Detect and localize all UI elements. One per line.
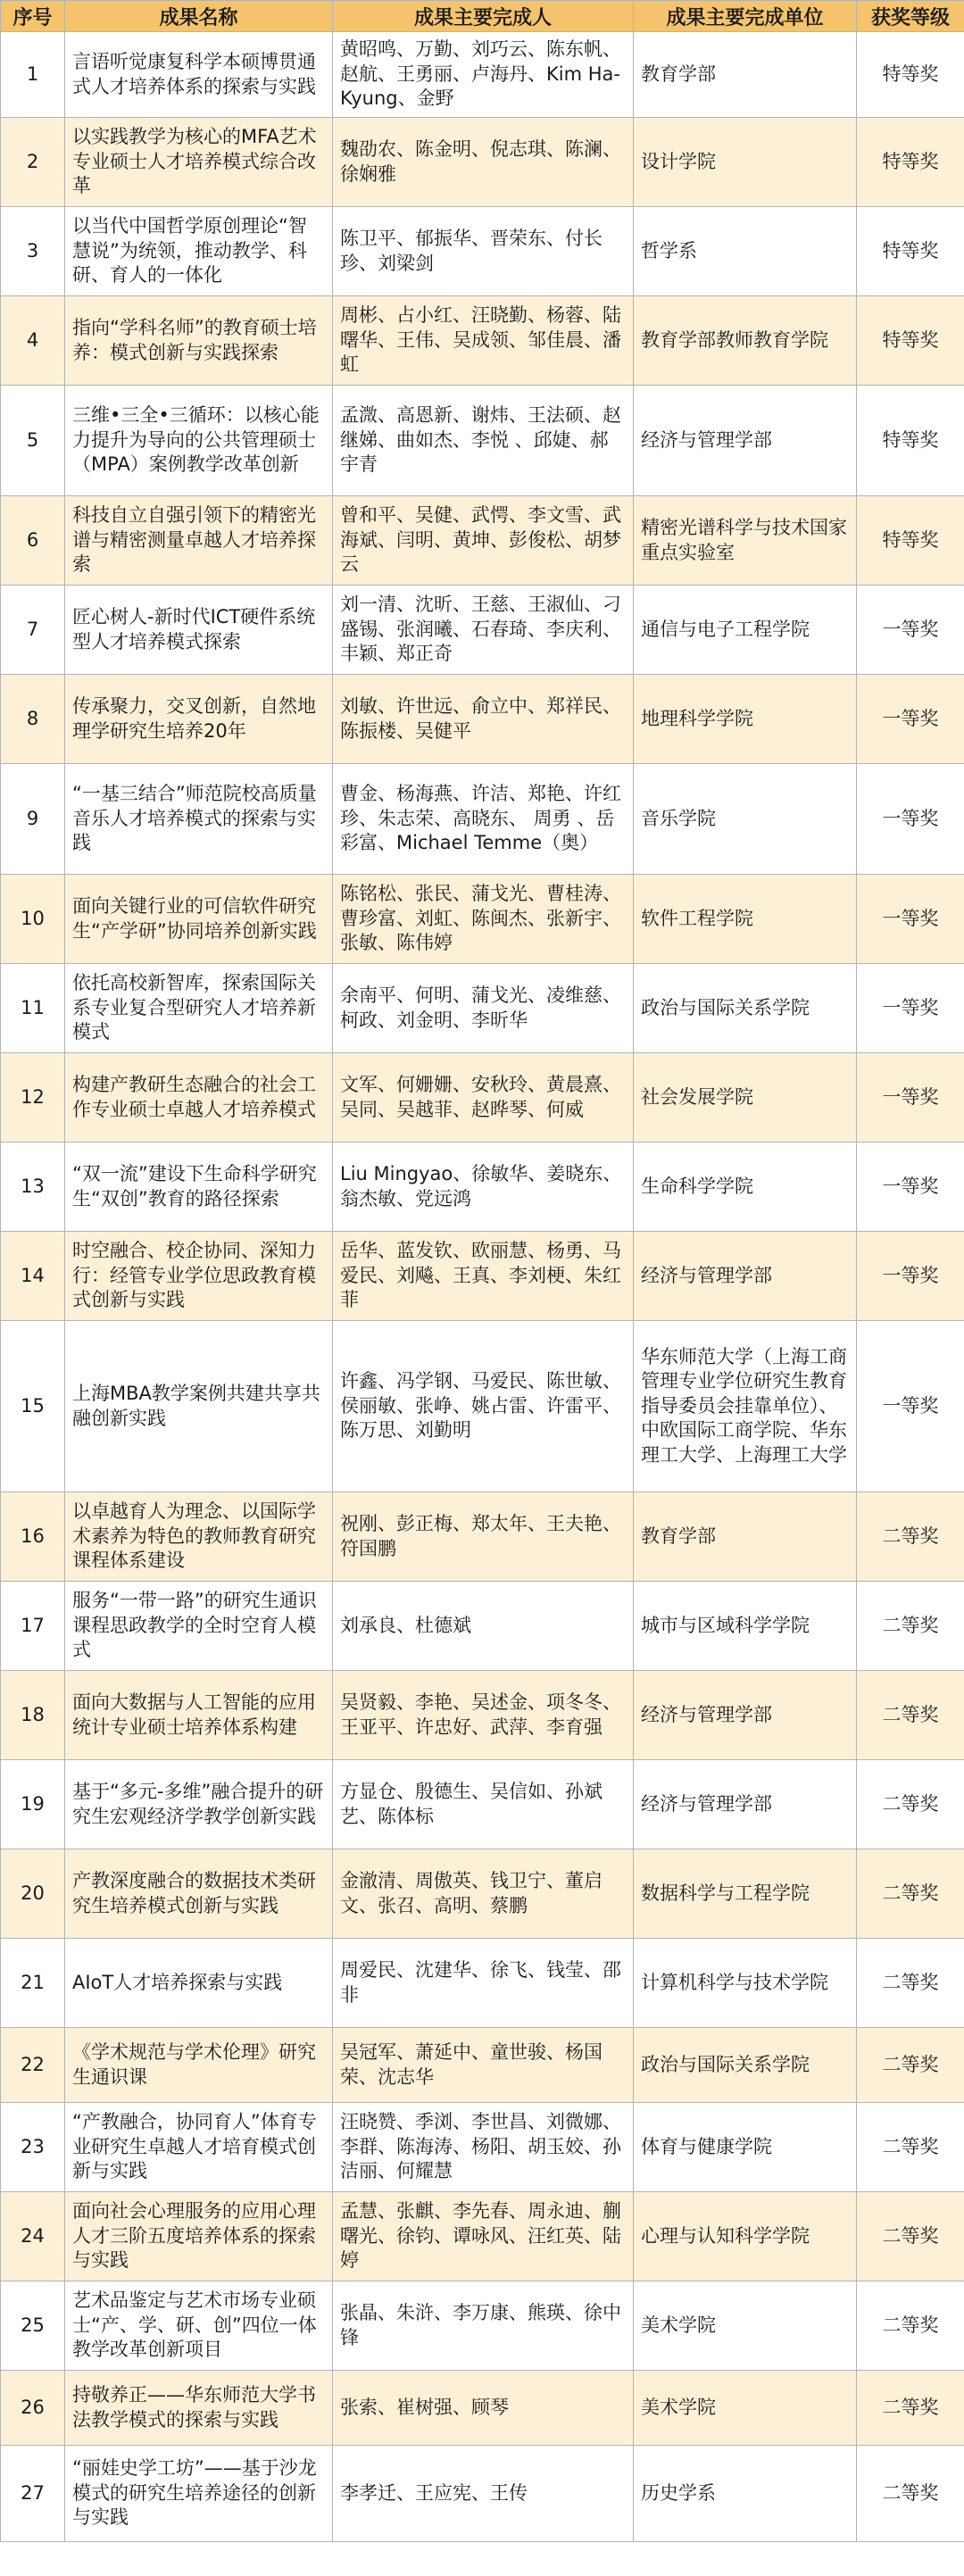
cell-no: 7 [1, 586, 65, 675]
cell-unit: 美术学院 [634, 2371, 857, 2446]
cell-unit: 通信与电子工程学院 [634, 586, 857, 675]
table-row [1, 1053, 964, 1143]
cell-people: 孟慧、张麒、李先春、周永迪、蒯曙光、徐钧、谭咏风、汪红英、陆婷 [333, 2192, 634, 2281]
cell-no: 23 [1, 2103, 65, 2192]
cell-unit: 计算机科学与技术学院 [634, 1939, 857, 2028]
cell-unit: 社会发展学院 [634, 1053, 857, 1143]
cell-no: 20 [1, 1849, 65, 1939]
header-row [1, 1, 964, 32]
table-row [1, 1143, 964, 1232]
cell-name: 构建产教研生态融合的社会工作专业硕士卓越人才培养模式 [65, 1053, 333, 1143]
cell-name: 指向“学科名师”的教育硕士培养：模式创新与实践探索 [65, 296, 333, 386]
cell-award: 一等奖 [857, 1321, 964, 1492]
cell-no: 8 [1, 675, 65, 764]
cell-no: 24 [1, 2192, 65, 2281]
table-row [1, 2371, 964, 2446]
cell-name: 言语听觉康复科学本硕博贯通式人才培养体系的探索与实践 [65, 32, 333, 118]
cell-unit: 城市与区域科学学院 [634, 1582, 857, 1671]
cell-people: 曹金、杨海燕、许洁、郑艳、许红珍、朱志荣、高晓东、 周勇 、岳彩富、Michael Temme（奥） [333, 764, 634, 875]
cell-award: 二等奖 [857, 1492, 964, 1582]
cell-no: 1 [1, 32, 65, 118]
cell-unit: 生命科学学院 [634, 1143, 857, 1232]
cell-award: 二等奖 [857, 2028, 964, 2103]
cell-unit: 设计学院 [634, 118, 857, 207]
cell-unit: 心理与认知科学学院 [634, 2192, 857, 2281]
cell-people: 陈卫平、郁振华、晋荣东、付长珍、刘梁剑 [333, 207, 634, 296]
cell-award: 二等奖 [857, 2281, 964, 2371]
cell-unit: 经济与管理学部 [634, 1760, 857, 1849]
cell-name: 三维•三全•三循环：以核心能力提升为导向的公共管理硕士（MPA）案例教学改革创新 [65, 386, 333, 496]
table-row [1, 2446, 964, 2542]
cell-name: “双一流”建设下生命科学研究生“双创”教育的路径探索 [65, 1143, 333, 1232]
table-row [1, 1582, 964, 1671]
cell-award: 二等奖 [857, 2103, 964, 2192]
cell-people: 李孝迁、王应宪、王传 [333, 2446, 634, 2542]
cell-people: 刘敏、许世远、俞立中、郑祥民、陈振楼、吴健平 [333, 675, 634, 764]
cell-unit: 政治与国际关系学院 [634, 2028, 857, 2103]
table-row [1, 1492, 964, 1582]
cell-unit: 体育与健康学院 [634, 2103, 857, 2192]
table-row [1, 2281, 964, 2371]
cell-no: 5 [1, 386, 65, 496]
header-people: 成果主要完成人 [333, 1, 634, 32]
cell-no: 25 [1, 2281, 65, 2371]
cell-unit: 华东师范大学（上海工商管理专业学位研究生教育指导委员会挂靠单位）、中欧国际工商学院、华东理工大学、上海理工大学 [634, 1321, 857, 1492]
cell-name: 以实践教学为核心的MFA艺术专业硕士人才培养模式综合改革 [65, 118, 333, 207]
cell-no: 26 [1, 2371, 65, 2446]
cell-no: 11 [1, 964, 65, 1053]
table-row [1, 296, 964, 386]
cell-award: 一等奖 [857, 1232, 964, 1321]
cell-unit: 地理科学学院 [634, 675, 857, 764]
cell-name: 艺术品鉴定与艺术市场专业硕士“产、学、研、创”四位一体教学改革创新项目 [65, 2281, 333, 2371]
cell-name: 面向关键行业的可信软件研究生“产学研”协同培养创新实践 [65, 875, 333, 964]
cell-award: 特等奖 [857, 32, 964, 118]
cell-people: 余南平、何明、蒲戈光、凌维慈、柯政、刘金明、李昕华 [333, 964, 634, 1053]
cell-people: 吴贤毅、李艳、吴述金、项冬冬、王亚平、许忠好、武萍、李育强 [333, 1671, 634, 1760]
cell-award: 一等奖 [857, 764, 964, 875]
cell-name: “丽娃史学工坊”——基于沙龙模式的研究生培养途径的创新与实践 [65, 2446, 333, 2542]
header-award: 获奖等级 [857, 1, 964, 32]
cell-unit: 教育学部 [634, 1492, 857, 1582]
cell-people: 周爱民、沈建华、徐飞、钱莹、邵非 [333, 1939, 634, 2028]
cell-name: 依托高校新智库，探索国际关系专业复合型研究人才培养新模式 [65, 964, 333, 1053]
cell-award: 二等奖 [857, 1939, 964, 2028]
header-unit: 成果主要完成单位 [634, 1, 857, 32]
cell-no: 22 [1, 2028, 65, 2103]
cell-award: 二等奖 [857, 2371, 964, 2446]
cell-people: 张索、崔树强、顾琴 [333, 2371, 634, 2446]
cell-no: 6 [1, 496, 65, 586]
table-body [1, 32, 964, 2542]
cell-no: 19 [1, 1760, 65, 1849]
cell-unit: 软件工程学院 [634, 875, 857, 964]
cell-name: 面向大数据与人工智能的应用统计专业硕士培养体系构建 [65, 1671, 333, 1760]
cell-award: 一等奖 [857, 586, 964, 675]
cell-people: 黄昭鸣、万勤、刘巧云、陈东帆、赵航、王勇丽、卢海丹、Kim Ha-Kyung、金野 [333, 32, 634, 118]
table-row [1, 1760, 964, 1849]
table-row [1, 1939, 964, 2028]
table-row [1, 1849, 964, 1939]
cell-people: 刘承良、杜德斌 [333, 1582, 634, 1671]
cell-award: 二等奖 [857, 1582, 964, 1671]
cell-people: 金澈清、周傲英、钱卫宁、董启文、张召、高明、蔡鹏 [333, 1849, 634, 1939]
table-row [1, 964, 964, 1053]
cell-name: 匠心树人-新时代ICT硬件系统型人才培养模式探索 [65, 586, 333, 675]
table-row [1, 2192, 964, 2281]
cell-award: 一等奖 [857, 1053, 964, 1143]
cell-name: 以当代中国哲学原创理论“智慧说”为统领，推动教学、科研、育人的一体化 [65, 207, 333, 296]
cell-award: 特等奖 [857, 386, 964, 496]
cell-no: 14 [1, 1232, 65, 1321]
table-row [1, 1671, 964, 1760]
cell-people: 魏劭农、陈金明、倪志琪、陈澜、徐娴雅 [333, 118, 634, 207]
cell-unit: 数据科学与工程学院 [634, 1849, 857, 1939]
cell-no: 9 [1, 764, 65, 875]
cell-unit: 经济与管理学部 [634, 1232, 857, 1321]
cell-unit: 哲学系 [634, 207, 857, 296]
cell-name: 服务“一带一路”的研究生通识课程思政教学的全时空育人模式 [65, 1582, 333, 1671]
header-no: 序号 [1, 1, 65, 32]
cell-award: 二等奖 [857, 1760, 964, 1849]
cell-people: 祝刚、彭正梅、郑太年、王夫艳、符国鹏 [333, 1492, 634, 1582]
cell-unit: 经济与管理学部 [634, 1671, 857, 1760]
cell-no: 17 [1, 1582, 65, 1671]
cell-award: 二等奖 [857, 1849, 964, 1939]
cell-no: 27 [1, 2446, 65, 2542]
table-row [1, 32, 964, 118]
cell-name: 《学术规范与学术伦理》研究生通识课 [65, 2028, 333, 2103]
cell-award: 二等奖 [857, 2446, 964, 2542]
cell-people: 曾和平、吴健、武愕、李文雪、武海斌、闫明、黄坤、彭俊松、胡梦云 [333, 496, 634, 586]
cell-name: 科技自立自强引领下的精密光谱与精密测量卓越人才培养探索 [65, 496, 333, 586]
cell-people: 刘一清、沈昕、王慈、王淑仙、刁盛锡、张润曦、石春琦、李庆利、丰颖、郑正奇 [333, 586, 634, 675]
cell-award: 一等奖 [857, 964, 964, 1053]
table-row [1, 764, 964, 875]
cell-people: 方显仓、殷德生、吴信如、孙斌艺、陈体标 [333, 1760, 634, 1849]
cell-no: 2 [1, 118, 65, 207]
cell-unit: 精密光谱科学与技术国家重点实验室 [634, 496, 857, 586]
cell-award: 二等奖 [857, 2192, 964, 2281]
cell-people: 汪晓赞、季浏、李世昌、刘微娜、李群、陈海涛、杨阳、胡玉姣、孙洁丽、何耀慧 [333, 2103, 634, 2192]
cell-people: 张晶、朱浒、李万康、熊瑛、徐中锋 [333, 2281, 634, 2371]
cell-people: 文军、何姗姗、安秋玲、黄晨熹、吴同、吴越菲、赵晔琴、何威 [333, 1053, 634, 1143]
cell-award: 一等奖 [857, 875, 964, 964]
table-row [1, 675, 964, 764]
cell-unit: 美术学院 [634, 2281, 857, 2371]
cell-no: 21 [1, 1939, 65, 2028]
cell-unit: 音乐学院 [634, 764, 857, 875]
table-row [1, 496, 964, 586]
cell-name: 面向社会心理服务的应用心理人才三阶五度培养体系的探索与实践 [65, 2192, 333, 2281]
cell-no: 13 [1, 1143, 65, 1232]
cell-award: 二等奖 [857, 1671, 964, 1760]
cell-unit: 历史学系 [634, 2446, 857, 2542]
cell-people: 岳华、蓝发钦、欧丽慧、杨勇、马爱民、刘飚、王真、李刘梗、朱红菲 [333, 1232, 634, 1321]
table-row [1, 1232, 964, 1321]
table-row [1, 386, 964, 496]
cell-name: 上海MBA教学案例共建共享共融创新实践 [65, 1321, 333, 1492]
cell-name: AIoT人才培养探索与实践 [65, 1939, 333, 2028]
cell-name: “一基三结合”师范院校高质量音乐人才培养模式的探索与实践 [65, 764, 333, 875]
cell-people: Liu Mingyao、徐敏华、姜晓东、翁杰敏、党远鸿 [333, 1143, 634, 1232]
cell-no: 18 [1, 1671, 65, 1760]
cell-name: 基于“多元-多维”融合提升的研究生宏观经济学教学创新实践 [65, 1760, 333, 1849]
table-row [1, 586, 964, 675]
cell-name: 以卓越育人为理念、以国际学术素养为特色的教师教育研究课程体系建设 [65, 1492, 333, 1582]
cell-people: 陈铭松、张民、蒲戈光、曹桂涛、曹珍富、刘虹、陈闽杰、张新宇、张敏、陈伟婷 [333, 875, 634, 964]
cell-name: 持敬养正——华东师范大学书法教学模式的探索与实践 [65, 2371, 333, 2446]
cell-award: 特等奖 [857, 296, 964, 386]
cell-unit: 经济与管理学部 [634, 386, 857, 496]
table-row [1, 2103, 964, 2192]
cell-award: 特等奖 [857, 207, 964, 296]
cell-name: “产教融合，协同育人”体育专业研究生卓越人才培育模式创新与实践 [65, 2103, 333, 2192]
cell-no: 10 [1, 875, 65, 964]
cell-award: 特等奖 [857, 496, 964, 586]
cell-no: 12 [1, 1053, 65, 1143]
cell-people: 孟溦、高恩新、谢炜、王法硕、赵继娣、曲如杰、李悦 、邱婕、郝宇青 [333, 386, 634, 496]
cell-award: 一等奖 [857, 1143, 964, 1232]
cell-name: 产教深度融合的数据技术类研究生培养模式创新与实践 [65, 1849, 333, 1939]
header-name: 成果名称 [65, 1, 333, 32]
table-row [1, 2028, 964, 2103]
cell-no: 3 [1, 207, 65, 296]
cell-people: 许鑫、冯学钢、马爱民、陈世敏、侯丽敏、张峥、姚占雷、许雷平、陈万思、刘勤明 [333, 1321, 634, 1492]
cell-unit: 教育学部教师教育学院 [634, 296, 857, 386]
cell-award: 特等奖 [857, 118, 964, 207]
cell-no: 15 [1, 1321, 65, 1492]
cell-name: 时空融合、校企协同、深知力行：经管专业学位思政教育模式创新与实践 [65, 1232, 333, 1321]
cell-unit: 教育学部 [634, 32, 857, 118]
cell-unit: 政治与国际关系学院 [634, 964, 857, 1053]
cell-no: 16 [1, 1492, 65, 1582]
cell-name: 传承聚力，交叉创新，自然地理学研究生培养20年 [65, 675, 333, 764]
table-row [1, 1321, 964, 1492]
cell-people: 周彬、占小红、汪晓勤、杨蓉、陆曙华、王伟、吴成领、邹佳晨、潘虹 [333, 296, 634, 386]
table-row [1, 118, 964, 207]
table-row [1, 875, 964, 964]
cell-award: 一等奖 [857, 675, 964, 764]
table-row [1, 207, 964, 296]
cell-no: 4 [1, 296, 65, 386]
cell-people: 吴冠军、萧延中、童世骏、杨国荣、沈志华 [333, 2028, 634, 2103]
